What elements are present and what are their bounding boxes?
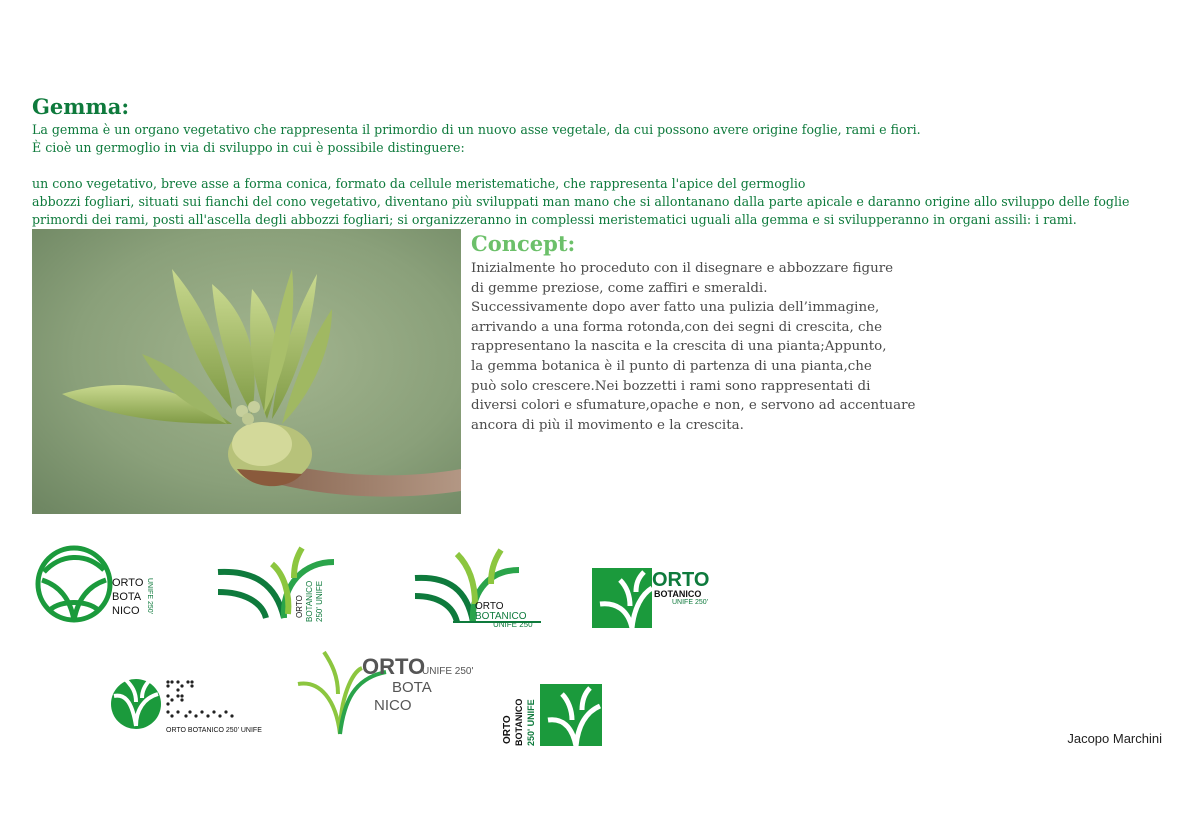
concept-line: di gemme preziose, come zaffiri e smeraldi. (471, 280, 768, 296)
logo-sketch-1 (30, 544, 160, 628)
logo-text: BOTANICO (654, 589, 702, 599)
logo-sketch-5 (110, 676, 262, 742)
concept-title: Concept: (471, 231, 576, 256)
logo-sketch-3 (413, 548, 553, 632)
concept-line: Successivamente dopo aver fatto una pulizia dell’immagine, (471, 300, 880, 316)
concept-line: ancora di più il movimento e la crescita. (471, 417, 744, 433)
concept-line: arrivando a una forma rotonda,con dei segni di crescita, che (471, 319, 883, 335)
logo-text: ORTO (362, 654, 426, 679)
author-name: Jacopo Marchini (1067, 731, 1162, 746)
logo-text: UNIFE 250' (146, 578, 153, 614)
logo-text: BOTANICO (305, 580, 314, 622)
logo-text: BOTA (392, 679, 432, 696)
logo-text: NICO (112, 605, 140, 617)
logo-text: 250' UNIFE (315, 580, 324, 622)
gemma-line: un cono vegetativo, breve asse a forma conica, formato da cellule meristematiche, che rappresenta l'apice del germoglio (32, 176, 806, 191)
logo-text: ORTO BOTANICO 250' UNIFE (166, 727, 262, 734)
logo-sketch-4 (590, 566, 720, 634)
gemma-line: È cioè un germoglio in via di sviluppo in cui è possibile distinguere: (32, 140, 465, 155)
gemma-line: La gemma è un organo vegetativo che rappresenta il primordio di un nuovo asse vegetale, da cui possono avere origine foglie, rami e fiori. (32, 122, 921, 137)
logo-text: ORTO (652, 569, 710, 591)
gemma-text (32, 121, 1182, 229)
logo-text: UNIFE 250' (422, 666, 474, 677)
logo-text: UNIFE 250' (672, 599, 708, 606)
logo-sketch-2 (214, 544, 344, 630)
logo-sketch-7 (496, 682, 608, 752)
concept-line: può solo crescere.Nei bozzetti i rami sono rappresentati di (471, 378, 871, 394)
braille-dots (166, 680, 233, 717)
logo-text: ORTO (295, 595, 304, 618)
logo-text: BOTA (112, 591, 142, 603)
bud-photo (32, 229, 461, 514)
concept-line: rappresentano la nascita e la crescita di una pianta;Appunto, (471, 339, 887, 355)
concept-line: la gemma botanica è il punto di partenza di una pianta,che (471, 358, 872, 374)
concept-line: Inizialmente ho proceduto con il disegnare e abbozzare figure (471, 261, 894, 276)
logo-text: BOTANICO (475, 611, 527, 622)
logo-text: UNIFE 250' (493, 620, 535, 629)
concept-line: diversi colori e sfumature,opache e non, e servono ad accentuare (471, 398, 916, 414)
logo-text: 250' UNIFE (526, 699, 536, 746)
gemma-line: abbozzi fogliari, situati sui fianchi del cono vegetativo, diventano più sviluppati man mano che si allontanano dalla parte apicale e daranno origine allo sviluppo delle foglie (32, 194, 1130, 209)
gemma-line: primordi dei rami, posti all'ascella degli abbozzi fogliari; si organizzeranno in complessi meristematici uguali alla gemma e si svilupperanno in organi assili: i rami. (32, 212, 1077, 227)
logo-text: NICO (374, 697, 412, 714)
logo-text: ORTO (502, 715, 513, 744)
logo-text: ORTO (112, 577, 144, 589)
logo-text: ORTO (475, 601, 504, 612)
gemma-title: Gemma: (32, 94, 130, 119)
logo-sketch-6 (296, 650, 474, 740)
logo-text: BOTANICO (514, 698, 524, 746)
concept-text (471, 259, 941, 435)
